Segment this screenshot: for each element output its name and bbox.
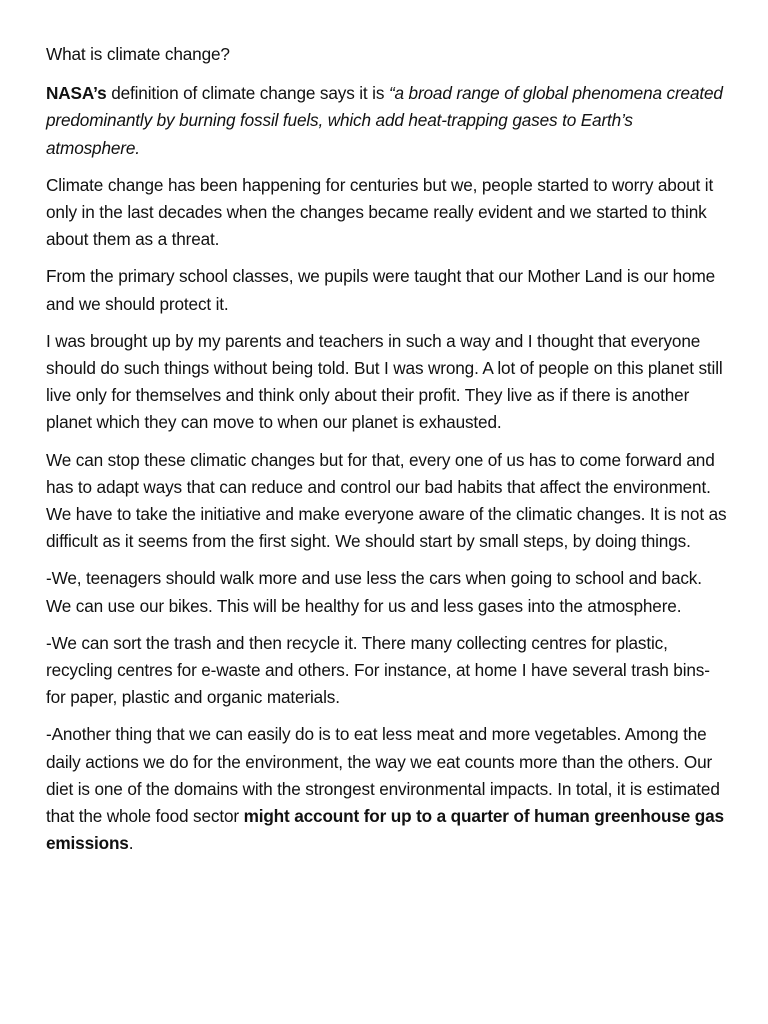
definition-quote: “a broad range of global phenomena created predominantly by burning fossil fuels, which add heat-trapping gases to Earth’s atmosphere. bbox=[46, 83, 723, 158]
nasa-bold-text: NASA’s bbox=[46, 83, 107, 104]
nasa-definition-paragraph bbox=[46, 80, 730, 162]
paragraph-recycle: -We can sort the trash and then recycle it. There many collecting centres for plastic, recycling centres for e-waste and others. For instance, at home I have several trash bins- for paper, plastic and organic materials. bbox=[46, 632, 710, 708]
emissions-bold-text: might account for up to a quarter of human greenhouse gas emissions bbox=[46, 806, 724, 854]
paragraph-history: Climate change has been happening for centuries but we, people started to worry about it only in the last decades when the changes became really evident and we started to think about them as a threat. bbox=[46, 174, 714, 250]
paragraph-upbringing: I was brought up by my parents and teachers in such a way and I thought that everyone should do such things without being told. But I was wrong. A lot of people on this planet still live only for themselves and think only about their profit. They live as if there is another planet which they can move to when our planet is exhausted. bbox=[46, 330, 723, 433]
document-page bbox=[46, 41, 730, 867]
paragraph-walk-more: -We, teenagers should walk more and use less the cars when going to school and back. We can use our bikes. This will be healthy for us and less gases into the atmosphere. bbox=[46, 568, 702, 616]
paragraph-school: From the primary school classes, we pupils were taught that our Mother Land is our home and we should protect it. bbox=[46, 266, 716, 314]
paragraph-diet bbox=[46, 721, 730, 857]
document-title: What is climate change? bbox=[46, 44, 230, 64]
definition-intro-text: definition of climate change says it is bbox=[106, 83, 389, 104]
paragraph-stop-changes: We can stop these climatic changes but for that, every one of us has to come forward and has to adapt ways that can reduce and control our bad habits that affect the environment. We have to take the initiative and make everyone aware of the climatic changes. It is not as difficult as it seems from the first sight. We should start by small steps, by doing things. bbox=[46, 449, 727, 552]
diet-text: -Another thing that we can easily do is to eat less meat and more vegetables. Among the daily actions we do for the environment, the way we eat counts more than the others. Our diet is one of the domains with the strongest environmental impacts. In total, it is estimated that the whole food sector bbox=[46, 724, 720, 827]
diet-end-punctuation: . bbox=[128, 833, 134, 854]
